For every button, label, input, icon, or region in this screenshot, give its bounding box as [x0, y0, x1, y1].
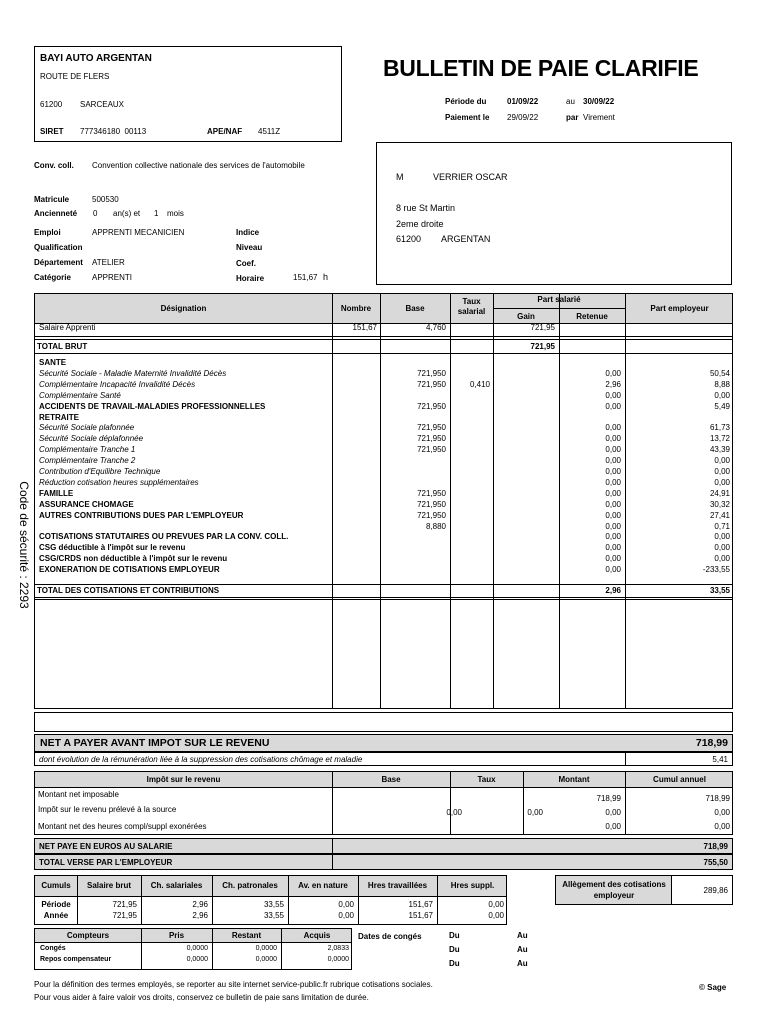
header-designation: Désignation [160, 304, 207, 313]
conges-au-label: Au [517, 945, 528, 954]
cotisation-retenue: 0,00 [605, 488, 621, 498]
evolution-label: dont évolution de la rémunération liée à la suppression des cotisations chômage et maladie [39, 755, 363, 764]
conges-header: Acquis [303, 931, 331, 940]
cotisation-employeur: 0,00 [714, 456, 730, 466]
header-nombre: Nombre [340, 304, 372, 313]
conv-value: Convention collective nationale des services de l'automobile [92, 161, 305, 170]
period-end: 30/09/22 [583, 97, 615, 106]
cumuls-value: 0,00 [338, 911, 354, 920]
net-paye-label: NET PAYE EN EUROS AU SALARIE [39, 842, 173, 851]
cotisation-retenue: 0,00 [605, 368, 621, 378]
salary-nombre: 151,67 [352, 323, 377, 332]
cotisation-employeur: 61,73 [709, 423, 730, 433]
cotisation-employeur: 0,00 [714, 554, 730, 564]
cotisation-retenue: 0,00 [605, 467, 621, 476]
cotisation-label: EXONERATION DE COTISATIONS EMPLOYEUR [39, 565, 220, 575]
anciennete-an-label: an(s) et [113, 209, 141, 218]
cumuls-value: 151,67 [408, 900, 433, 909]
cotisation-employeur: 50,54 [709, 368, 730, 378]
conges-header: Compteurs [66, 931, 110, 940]
employer-address: ROUTE DE FLERS [40, 72, 110, 81]
total-cotisations-employeur: 33,55 [709, 586, 730, 595]
cotisation-retenue: 0,00 [605, 521, 621, 531]
cotisation-retenue: 0,00 [605, 445, 621, 455]
conges-value: 0,0000 [255, 956, 277, 963]
impot-row-label: Montant net des heures compl/suppl exonérées [38, 822, 207, 831]
period-start: 01/09/22 [507, 97, 539, 106]
ape-value: 4511Z [258, 127, 281, 136]
total-brut-gain: 721,95 [530, 342, 555, 351]
header-taux: Taux salarial [457, 297, 486, 316]
footer-line2: Pour vous aider à faire valoir vos droits, conservez ce bulletin de paie sans limitation de durée. [34, 993, 369, 1002]
siret-label: SIRET [40, 127, 64, 136]
cotisation-retenue: 2,96 [605, 379, 621, 389]
cumuls-header: Cumuls [41, 881, 71, 890]
cotisation-label: Sécurité Sociale - Maladie Maternité Invalidité Décès [39, 368, 227, 378]
cumuls-value: 721,95 [112, 911, 137, 920]
total-cotisations-retenue: 2,96 [605, 586, 621, 595]
anciennete-label: Ancienneté [34, 209, 78, 218]
cotisation-label: Contribution d'Equilibre Technique [39, 467, 161, 476]
niveau-label: Niveau [236, 243, 263, 252]
conges-value: 0,0000 [255, 945, 277, 952]
allegement-box [555, 875, 733, 905]
cotisation-employeur: 8,88 [714, 379, 730, 389]
net-avant-impot-label: NET A PAYER AVANT IMPOT SUR LE REVENU [40, 737, 270, 749]
cotisation-employeur: 43,39 [709, 445, 730, 455]
employer-city: SARCEAUX [80, 100, 125, 109]
conges-row-label: Repos compensateur [40, 956, 112, 963]
cumuls-value: 2,96 [192, 900, 208, 909]
impot-header-cumul: Cumul annuel [653, 775, 706, 784]
net-avant-impot-value: 718,99 [695, 737, 728, 749]
conges-au-label: Au [517, 931, 528, 940]
cotisation-employeur: 24,91 [709, 488, 730, 498]
cumuls-header: Salaire brut [86, 881, 131, 890]
header-retenue: Retenue [576, 312, 608, 321]
cotisation-retenue: 0,00 [605, 565, 621, 575]
impot-table [34, 771, 733, 835]
impot-header-label: Impôt sur le revenu [146, 775, 221, 784]
blank-band [34, 712, 733, 732]
impot-row-cumul: 718,99 [705, 794, 730, 803]
cotisation-employeur: 13,72 [709, 434, 730, 444]
cotisation-taux: 0,410 [469, 379, 490, 389]
header-part-salarie: Part salarié [537, 295, 581, 304]
allegement-value: 289,86 [703, 886, 728, 895]
payment-label: Paiement le [445, 113, 490, 122]
conges-du-label: Du [449, 945, 460, 954]
cotisation-retenue: 0,00 [605, 554, 621, 564]
cotisation-label: ASSURANCE CHOMAGE [39, 499, 134, 509]
cumuls-header: Hres travaillées [367, 881, 428, 890]
dates-conges-label: Dates de congés [358, 932, 422, 941]
conges-header: Restant [231, 931, 262, 940]
employee-address2: 2eme droite [396, 219, 444, 229]
cotisation-base: 721,950 [417, 368, 446, 378]
cumuls-value: 721,95 [112, 900, 137, 909]
cotisation-label: Complémentaire Santé [39, 390, 121, 400]
cumuls-row-label: Période [41, 900, 71, 909]
footer-line1: Pour la définition des termes employés, se reporter au site internet service-public.fr rubrique cotisations sociales. [34, 980, 433, 989]
matricule-label: Matricule [34, 195, 70, 204]
horaire-unit: h [323, 272, 329, 282]
cumuls-table [34, 875, 507, 925]
cotisation-base: 721,950 [417, 499, 446, 509]
horaire-value: 151,67 [293, 273, 318, 282]
emploi-value: APPRENTI MECANICIEN [92, 228, 185, 237]
cotisation-label: Sécurité Sociale déplafonnée [39, 434, 144, 444]
departement-value: ATELIER [92, 258, 125, 267]
cotisation-label: Complémentaire Tranche 2 [39, 456, 136, 466]
impot-row-base: 0,00 [446, 808, 462, 817]
conges-value: 0,0000 [186, 945, 208, 952]
cotisation-retenue: 0,00 [605, 532, 621, 542]
cotisation-base: 721,950 [417, 510, 446, 520]
horaire-label: Horaire [236, 274, 265, 283]
total-verse-label: TOTAL VERSE PAR L'EMPLOYEUR [39, 858, 173, 867]
cumuls-header: Hres suppl. [450, 881, 495, 890]
cotisation-retenue: 0,00 [605, 434, 621, 444]
security-code: Code de sécurité : 2293 [17, 481, 31, 609]
cumuls-header: Av. en nature [298, 881, 348, 890]
page-title: BULLETIN DE PAIE CLARIFIE [383, 55, 699, 81]
emploi-label: Emploi [34, 228, 61, 237]
allegement-label: Allègement des cotisations employeur [562, 880, 666, 900]
salary-base: 4,760 [425, 323, 446, 332]
cotisation-retenue: 0,00 [605, 477, 621, 487]
impot-row-cumul: 0,00 [714, 822, 730, 831]
cotisation-retenue: 0,00 [605, 390, 621, 400]
cotisation-retenue: 0,00 [605, 456, 621, 466]
impot-row-label: Montant net imposable [38, 790, 119, 799]
impot-header-base: Base [381, 775, 401, 784]
impot-row-montant: 0,00 [605, 822, 621, 831]
cumuls-value: 0,00 [338, 900, 354, 909]
conges-value: 0,0000 [186, 956, 208, 963]
cotisation-employeur: 0,71 [714, 521, 730, 531]
anciennete-mois-label: mois [167, 209, 184, 218]
conges-header: Pris [168, 931, 185, 940]
cotisation-employeur: 0,00 [714, 477, 730, 487]
cotisation-label: Complémentaire Tranche 1 [39, 445, 136, 455]
ape-label: APE/NAF [207, 127, 243, 136]
conges-du-label: Du [449, 959, 460, 968]
total-cotisations-label: TOTAL DES COTISATIONS ET CONTRIBUTIONS [37, 586, 220, 595]
employee-city: ARGENTAN [441, 234, 491, 244]
cotisation-employeur: 27,41 [709, 510, 730, 520]
indice-label: Indice [236, 228, 260, 237]
total-verse-value: 755,50 [703, 858, 728, 867]
categorie-value: APPRENTI [92, 273, 133, 282]
employee-postal-code: 61200 [396, 234, 422, 244]
conges-au-label: Au [517, 959, 528, 968]
cotisation-base: 721,950 [417, 379, 446, 389]
cotisation-employeur: 5,49 [714, 401, 730, 411]
main-table [34, 293, 733, 709]
cumuls-value: 33,55 [263, 911, 284, 920]
cotisation-retenue: 0,00 [605, 423, 621, 433]
cotisation-label: AUTRES CONTRIBUTIONS DUES PAR L'EMPLOYEUR [39, 510, 244, 520]
conges-row-label: Congés [40, 945, 66, 952]
cumuls-value: 0,00 [488, 900, 504, 909]
cotisation-label: COTISATIONS STATUTAIRES OU PREVUES PAR LA CONV. COLL. [39, 532, 289, 542]
cotisation-employeur: 0,00 [714, 543, 730, 553]
impot-row-montant: 0,00 [605, 808, 621, 817]
cotisation-employeur: -233,55 [702, 565, 730, 575]
payment-by-label: par [566, 113, 579, 122]
cotisation-employeur: 0,00 [714, 467, 730, 476]
matricule-value: 500530 [92, 195, 119, 204]
header-gain: Gain [517, 312, 535, 321]
cotisation-retenue: 0,00 [605, 401, 621, 411]
impot-row-taux: 0,00 [527, 808, 543, 817]
evolution-row [34, 752, 733, 766]
impot-row-label: Impôt sur le revenu prélevé à la source [38, 805, 177, 814]
cotisation-label: SANTE [39, 358, 67, 367]
anciennete-years: 0 [93, 209, 98, 218]
employee-civility: M [396, 172, 404, 182]
cotisation-employeur: 30,32 [709, 499, 730, 509]
employee-name: VERRIER OSCAR [433, 172, 508, 182]
cumuls-value: 2,96 [192, 911, 208, 920]
cotisation-label: CSG déductible à l'impôt sur le revenu [39, 543, 186, 553]
conges-table [34, 928, 352, 970]
salary-gain: 721,95 [530, 323, 555, 332]
net-paye-value: 718,99 [703, 842, 728, 851]
cumuls-header: Ch. patronales [222, 881, 278, 890]
employer-name: BAYI AUTO ARGENTAN [40, 53, 152, 64]
conges-value: 0,0000 [327, 956, 349, 963]
siret-value: 777346180 00113 [80, 127, 147, 136]
cotisation-label: FAMILLE [39, 488, 74, 498]
evolution-value: 5,41 [712, 755, 728, 764]
cotisation-base: 721,950 [417, 445, 446, 455]
impot-row-cumul: 0,00 [714, 808, 730, 817]
impot-header-taux: Taux [477, 775, 496, 784]
cotisation-label: Complémentaire Incapacité Invalidité Décès [39, 379, 196, 389]
conges-du-label: Du [449, 931, 460, 940]
impot-row-montant: 718,99 [596, 794, 621, 803]
net-avant-impot-row [34, 734, 733, 752]
cotisation-label: Sécurité Sociale plafonnée [39, 423, 135, 433]
cumuls-header: Ch. salariales [150, 881, 203, 890]
cotisation-base: 721,950 [417, 401, 446, 411]
cotisation-retenue: 0,00 [605, 543, 621, 553]
cotisation-base: 8,880 [425, 521, 446, 531]
cotisation-retenue: 0,00 [605, 499, 621, 509]
cotisation-label: ACCIDENTS DE TRAVAIL-MALADIES PROFESSIONNELLES [39, 401, 266, 411]
header-part-employeur: Part employeur [650, 304, 709, 313]
cotisation-base: 721,950 [417, 423, 446, 433]
coef-label: Coef. [236, 259, 256, 268]
salary-label: Salaire Apprenti [39, 323, 96, 332]
cotisation-base: 721,950 [417, 434, 446, 444]
period-to-label: au [566, 97, 575, 106]
departement-label: Département [34, 258, 83, 267]
conges-value: 2,0833 [327, 945, 349, 952]
cotisation-base: 721,950 [417, 488, 446, 498]
payment-date: 29/09/22 [507, 113, 539, 122]
categorie-label: Catégorie [34, 273, 71, 282]
qualification-label: Qualification [34, 243, 83, 252]
cumuls-value: 0,00 [488, 911, 504, 920]
cotisation-employeur: 0,00 [714, 390, 730, 400]
total-verse-row [34, 854, 733, 870]
cumuls-value: 33,55 [263, 900, 284, 909]
net-paye-row [34, 838, 733, 854]
total-brut-label: TOTAL BRUT [37, 342, 88, 351]
cotisation-label: Réduction cotisation heures supplémentaires [39, 477, 199, 487]
payment-method: Virement [583, 113, 615, 122]
impot-header-montant: Montant [558, 775, 590, 784]
header-base: Base [405, 304, 425, 313]
cotisation-employeur: 0,00 [714, 532, 730, 542]
anciennete-months: 1 [154, 209, 159, 218]
period-label: Période du [445, 97, 487, 106]
cumuls-row-label: Année [43, 911, 69, 920]
sage-brand: © Sage [699, 983, 727, 992]
employer-postal-code: 61200 [40, 100, 63, 109]
employee-address1: 8 rue St Martin [396, 203, 456, 213]
employer-box [34, 46, 342, 142]
cotisation-retenue: 0,00 [605, 510, 621, 520]
employee-address-box [376, 142, 732, 285]
cotisation-label: CSG/CRDS non déductible à l'impôt sur le revenu [39, 554, 228, 564]
conv-label: Conv. coll. [34, 161, 74, 170]
cumuls-value: 151,67 [408, 911, 433, 920]
cotisation-label: RETRAITE [39, 412, 79, 422]
